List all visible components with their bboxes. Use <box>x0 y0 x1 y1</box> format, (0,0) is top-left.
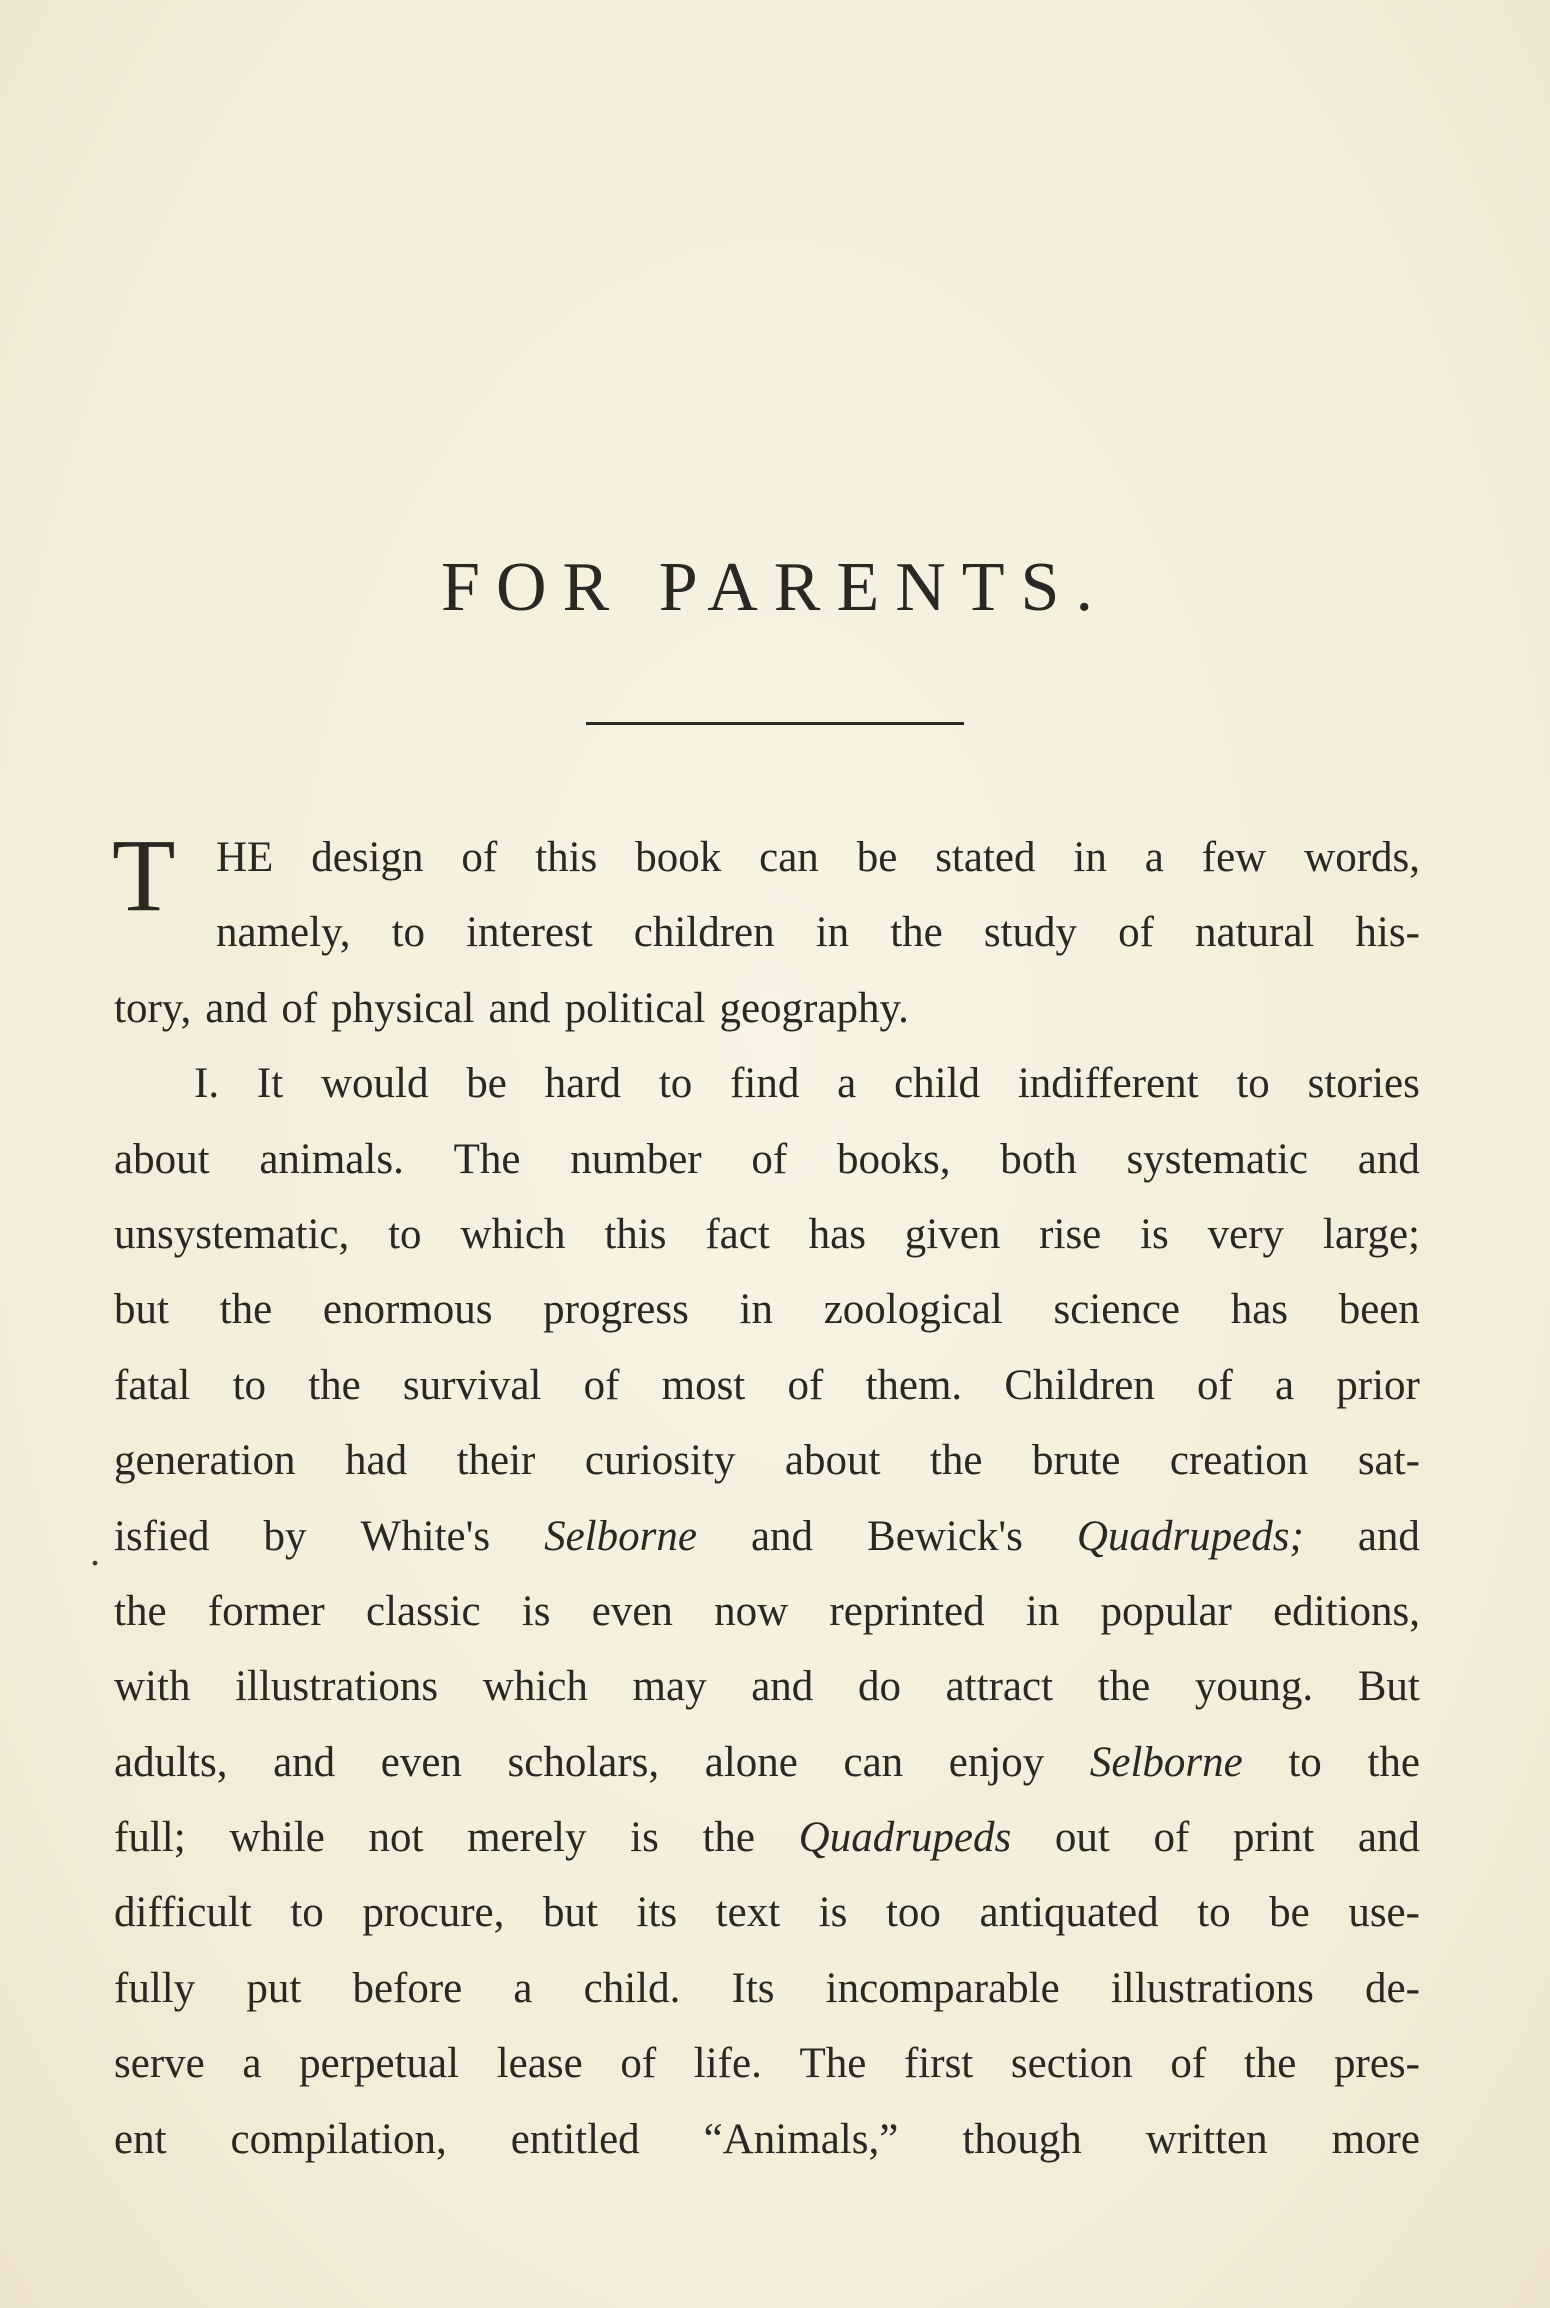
word: the <box>1367 1738 1420 1786</box>
word: former <box>207 1587 325 1635</box>
word: editions, <box>1273 1587 1420 1635</box>
word: interest <box>466 909 593 957</box>
word: by <box>263 1512 307 1560</box>
word: HE <box>216 834 274 881</box>
word: has <box>808 1210 866 1258</box>
word: though <box>962 2115 1082 2163</box>
word: design <box>311 834 424 881</box>
word: adults, <box>114 1738 228 1786</box>
word: compilation, <box>230 2115 447 2163</box>
page-title: FOR PARENTS. <box>441 549 1109 626</box>
word: “Animals,” <box>703 2115 899 2163</box>
word: It <box>256 1060 284 1108</box>
word: Its <box>731 1964 775 2012</box>
word: stated <box>935 834 1036 881</box>
word: and <box>751 1663 814 1711</box>
text-line <box>114 1951 1420 2026</box>
word: its <box>636 1889 678 1937</box>
word: this <box>535 834 598 881</box>
word: of <box>751 1135 788 1183</box>
word: illustrations <box>1110 1964 1314 2012</box>
word: animals. <box>259 1135 404 1183</box>
word: words, <box>1304 834 1420 881</box>
text-line <box>114 1348 1420 1423</box>
word: be <box>856 834 898 881</box>
word: enormous <box>322 1286 493 1334</box>
word: ent <box>114 2115 167 2163</box>
word: few <box>1201 834 1267 881</box>
word: had <box>344 1437 408 1485</box>
word: of <box>461 834 498 881</box>
word: fatal <box>114 1361 191 1409</box>
word: to <box>290 1889 324 1937</box>
word: of <box>787 1361 824 1409</box>
word: is <box>521 1587 551 1635</box>
text-line <box>114 971 1420 1046</box>
word: his- <box>1355 909 1420 957</box>
word: popular <box>1100 1587 1232 1635</box>
word: hard <box>544 1060 622 1108</box>
word: is <box>818 1889 848 1937</box>
word: and <box>1357 1814 1420 1862</box>
word: and <box>750 1512 814 1560</box>
word: reprinted <box>829 1587 985 1635</box>
word: Bewick's <box>867 1512 1023 1560</box>
word: to <box>1288 1738 1322 1786</box>
word: Children <box>1004 1361 1155 1409</box>
italic-word: Quadrupeds; <box>1076 1512 1304 1560</box>
word: both <box>1000 1135 1077 1183</box>
word: is <box>1140 1210 1169 1258</box>
word: may <box>632 1663 707 1711</box>
drop-cap: T <box>112 818 176 933</box>
text-line <box>114 820 1420 895</box>
word: progress <box>543 1286 689 1334</box>
word: book <box>635 834 722 881</box>
word: serve <box>114 2040 205 2088</box>
word: study <box>983 909 1078 957</box>
word: of <box>1153 1814 1190 1862</box>
text-line <box>114 2102 1420 2177</box>
word: a <box>242 2040 262 2088</box>
word: too <box>885 1889 941 1937</box>
word: written <box>1145 2115 1268 2163</box>
word: indifferent <box>1017 1060 1199 1108</box>
word: while <box>229 1814 325 1862</box>
word: of <box>583 1361 620 1409</box>
word: survival <box>402 1361 542 1409</box>
word: put <box>246 1964 302 2012</box>
text-line <box>114 1499 1420 1574</box>
word: a <box>1144 834 1164 881</box>
word: pres- <box>1334 2040 1420 2088</box>
word: child. <box>583 1964 681 2012</box>
word: now <box>714 1587 789 1635</box>
word: the <box>929 1437 983 1485</box>
word: lease <box>496 2040 583 2088</box>
word: White's <box>360 1512 491 1560</box>
word: merely <box>467 1814 587 1862</box>
word: in <box>739 1286 773 1334</box>
title-divider <box>586 722 964 725</box>
word: section <box>1010 2040 1133 2088</box>
word: in <box>815 909 850 957</box>
word: the <box>702 1814 755 1862</box>
word: namely, <box>216 909 351 957</box>
word: of <box>1170 2040 1207 2088</box>
word: to <box>232 1361 267 1409</box>
word: which <box>482 1663 588 1711</box>
word: to <box>391 909 426 957</box>
word: most <box>661 1361 746 1409</box>
word: more <box>1331 2115 1420 2163</box>
word: even <box>380 1738 462 1786</box>
word: prior <box>1336 1361 1420 1409</box>
word: about <box>784 1437 881 1485</box>
word: in <box>1025 1587 1060 1635</box>
word: child <box>894 1060 981 1108</box>
text-line <box>114 1122 1420 1197</box>
word: political <box>564 984 706 1032</box>
word: before <box>352 1964 463 2012</box>
word: is <box>630 1814 659 1862</box>
word: this <box>604 1210 667 1258</box>
word: and <box>488 984 551 1032</box>
text-line <box>114 895 1420 970</box>
word: which <box>460 1210 566 1258</box>
word: be <box>466 1060 507 1108</box>
word: the <box>1097 1663 1151 1711</box>
word: scholars, <box>507 1738 660 1786</box>
word: and <box>1357 1135 1420 1183</box>
text-line <box>114 1649 1420 1724</box>
word: of <box>1118 909 1154 957</box>
word: in <box>1073 834 1107 881</box>
word: creation <box>1169 1437 1309 1485</box>
word: can <box>843 1738 904 1786</box>
text-line <box>114 1423 1420 1498</box>
word: The <box>799 2040 867 2088</box>
word: large; <box>1322 1210 1420 1258</box>
word: young. <box>1194 1663 1314 1711</box>
word: natural <box>1194 909 1315 957</box>
word: sat- <box>1357 1437 1420 1485</box>
word: and <box>205 984 268 1032</box>
word: rise <box>1039 1210 1102 1258</box>
text-line <box>114 1725 1420 1800</box>
word: very <box>1207 1210 1285 1258</box>
word: The <box>453 1135 521 1183</box>
word: enjoy <box>948 1738 1045 1786</box>
word: and <box>273 1738 336 1786</box>
word: not <box>368 1814 424 1862</box>
word: the <box>219 1286 273 1334</box>
word: classic <box>365 1587 481 1635</box>
word: with <box>114 1663 191 1711</box>
word: zoological <box>823 1286 1003 1334</box>
word: to <box>1236 1060 1270 1108</box>
word: But <box>1357 1663 1420 1711</box>
word: to <box>388 1210 422 1258</box>
word: books, <box>837 1135 951 1183</box>
word: a <box>837 1060 857 1108</box>
italic-word: Selborne <box>544 1512 697 1560</box>
word: their <box>456 1437 536 1485</box>
word: life. <box>693 2040 762 2088</box>
word: about <box>114 1135 210 1183</box>
word: and <box>1357 1512 1420 1560</box>
text-line <box>114 1800 1420 1875</box>
italic-word: Quadrupeds <box>798 1814 1012 1862</box>
text-line <box>114 1046 1420 1121</box>
word: the <box>308 1361 361 1409</box>
word: children <box>633 909 775 957</box>
word: do <box>857 1663 901 1711</box>
word: a <box>1275 1361 1295 1409</box>
text-line <box>114 1875 1420 1950</box>
word: antiquated <box>979 1889 1159 1937</box>
word: number <box>570 1135 702 1183</box>
word: be <box>1269 1889 1310 1937</box>
word: attract <box>945 1663 1054 1711</box>
word: text <box>715 1889 781 1937</box>
word: de- <box>1365 1964 1420 2012</box>
word: alone <box>704 1738 798 1786</box>
word: of <box>620 2040 657 2088</box>
word: geography. <box>719 984 909 1032</box>
word: even <box>591 1587 673 1635</box>
word: generation <box>114 1437 296 1485</box>
word: print <box>1232 1814 1315 1862</box>
word: been <box>1338 1286 1420 1334</box>
word: out <box>1054 1814 1110 1862</box>
word: the <box>114 1587 167 1635</box>
word: but <box>114 1286 169 1334</box>
word: perpetual <box>299 2040 460 2088</box>
word: can <box>759 834 819 881</box>
word: incomparable <box>825 1964 1060 2012</box>
word: tory, <box>114 984 192 1032</box>
body-text <box>114 820 1420 2177</box>
word: full; <box>114 1814 186 1862</box>
text-line <box>114 1574 1420 1649</box>
word: systematic <box>1126 1135 1309 1183</box>
italic-word: Selborne <box>1089 1738 1243 1786</box>
word: of <box>281 984 318 1032</box>
word: entitled <box>510 2115 640 2163</box>
word: find <box>730 1060 800 1108</box>
word: I. <box>194 1060 220 1108</box>
word: procure, <box>362 1889 505 1937</box>
word: science <box>1053 1286 1181 1334</box>
word: a <box>513 1964 533 2012</box>
word: the <box>1243 2040 1297 2088</box>
word: the <box>890 909 943 957</box>
word: to <box>658 1060 693 1108</box>
margin-mark: . <box>90 1529 100 1574</box>
word: fully <box>114 1964 196 2012</box>
word: to <box>1197 1889 1231 1937</box>
word: would <box>320 1060 429 1108</box>
word: unsystematic, <box>114 1210 350 1258</box>
word: of <box>1197 1361 1233 1409</box>
word: physical <box>331 984 475 1032</box>
word: has <box>1230 1286 1289 1334</box>
word: fact <box>705 1210 770 1258</box>
word: brute <box>1031 1437 1121 1485</box>
word: use- <box>1348 1889 1420 1937</box>
word: first <box>903 2040 974 2088</box>
word: curiosity <box>584 1437 736 1485</box>
text-line <box>114 1197 1420 1272</box>
text-line <box>114 1272 1420 1347</box>
word: but <box>542 1889 598 1937</box>
word: illustrations <box>235 1663 439 1711</box>
text-line <box>114 2026 1420 2101</box>
word: stories <box>1307 1060 1420 1108</box>
word: given <box>904 1210 1001 1258</box>
word: difficult <box>114 1889 252 1937</box>
word: isfied <box>114 1512 210 1560</box>
word: them. <box>865 1361 963 1409</box>
